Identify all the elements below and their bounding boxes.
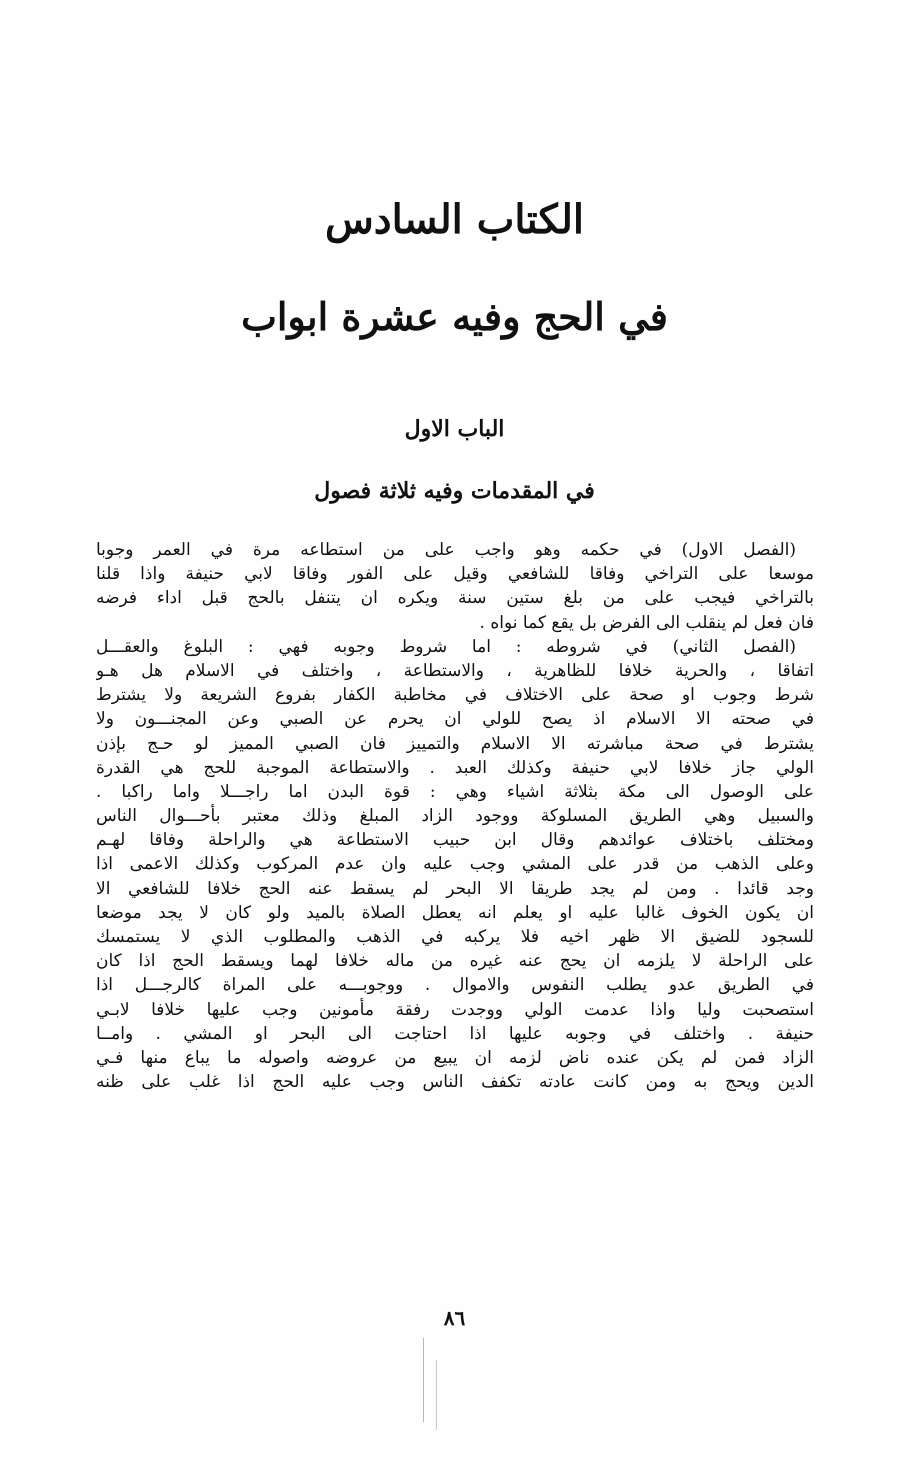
text-line-2: موسعا على التراخي وفاقا للشافعي وقيل على الفور وفاقا لابي حنيفة واذا قلنا — [96, 564, 814, 585]
text-line-10: الولي جاز خلافا لابي حنيفة وكذلك العبد . والاستطاعة الموجبة للحج هي القدرة — [96, 757, 814, 778]
scan-gutter-line — [423, 1338, 424, 1422]
body-text — [96, 538, 814, 1094]
page-number: ٨٦ — [443, 1306, 466, 1330]
text-line-17: للسجود للضيق الا ظهر اخيه فلا يركبه في الذهب والمطلوب الذي لا يستمسك — [96, 927, 814, 947]
text-line-3: بالتراخي فيجب على من بلغ ستين سنة ويكره ان يتنفل بالحج قبل اداء فرضه — [96, 588, 814, 609]
book-subtitle: في الحج وفيه عشرة ابواب — [241, 294, 668, 339]
text-line-20: استصحبت وليا واذا عدمت الولي ووجدت رفقة مأمونين وجب عليها خلافا لابـي — [96, 999, 814, 1020]
text-line-8: في صحته الا الاسلام اذ يصح للولي ان يحرم عن الصبي وعن المجنـــون ولا — [96, 709, 814, 730]
text-line-11: على الوصول الى مكة بثلاثة اشياء وهي : قوة البدن اما راجـــلا واما راكبا . — [96, 781, 814, 802]
text-line-13: ومختلف باختلاف عوائدهم وقال ابن حبيب الاستطاعة هي والراحلة وفاقا لهـم — [96, 830, 814, 851]
text-line-19: في الطريق عدو يطلب النفوس والاموال . ووجوبـــه على المراة كالرجـــل اذا — [96, 975, 814, 996]
text-line-22: الزاد فمن لم يكن عنده ناض لزمه ان يبيع من عروضه واصوله ما يباع منها فـي — [96, 1047, 814, 1068]
text-line-21: حنيفة . واختلف في وجوبه عليها اذا احتاجت الى البحر او المشي . وامــا — [96, 1023, 814, 1044]
text-line-1: (الفصل الاول) في حكمه وهو واجب على من استطاعه مرة في العمر وجوبا — [96, 540, 796, 560]
text-line-18: على الراحلة لا يلزمه ان يحج عنه غيره من ماله خلافا لهما ويسقط الحج اذا كان — [96, 951, 814, 972]
text-line-15: وجد قائدا . ومن لم يجد طريقا الا البحر لم يسقط عنه الحج خلافا للشافعي الا — [96, 878, 814, 899]
text-line-16: ان يكون الخوف غالبا عليه او يعلم انه يعطل الصلاة بالميد ولو كان لا يجد موضعا — [96, 902, 814, 923]
scan-gutter-line — [436, 1360, 437, 1430]
text-line-23: الدين ويحج به ومن كانت عادته تكفف الناس وجب عليه الحج اذا غلب على ظنه — [96, 1072, 814, 1093]
chapter-title: الباب الاول — [404, 416, 505, 442]
text-line-5: (الفصل الثاني) في شروطه : اما شروط وجوبه فهي : البلوغ والعقـــل — [96, 636, 796, 657]
text-line-4: فان فعل لم ينقلب الى الفرض بل يقع كما نواه . — [479, 612, 814, 633]
text-line-14: وعلى الذهب من قدر على المشي وجب عليه وان عدم المركوب وكذلك الاعمى اذا — [96, 854, 814, 875]
chapter-subtitle: في المقدمات وفيه ثلاثة فصول — [314, 478, 595, 504]
text-line-12: والسبيل وهي الطريق المسلوكة ووجود الزاد المبلغ وذلك معتبر بأحـــوال الناس — [96, 806, 814, 827]
book-title: الكتاب السادس — [324, 196, 585, 243]
text-line-7: شرط وجوب او صحة على الاختلاف في مخاطبة الكفار بفروع الشريعة ولا يشترط — [96, 685, 814, 706]
text-line-9: يشترط في صحة مباشرته الا الاسلام والتمييز فان الصبي المميز لو حـج بإذن — [96, 733, 814, 754]
text-line-6: اتفاقا ، والحرية خلافا للظاهرية ، والاستطاعة ، واختلف في الاسلام هل هـو — [96, 660, 814, 681]
